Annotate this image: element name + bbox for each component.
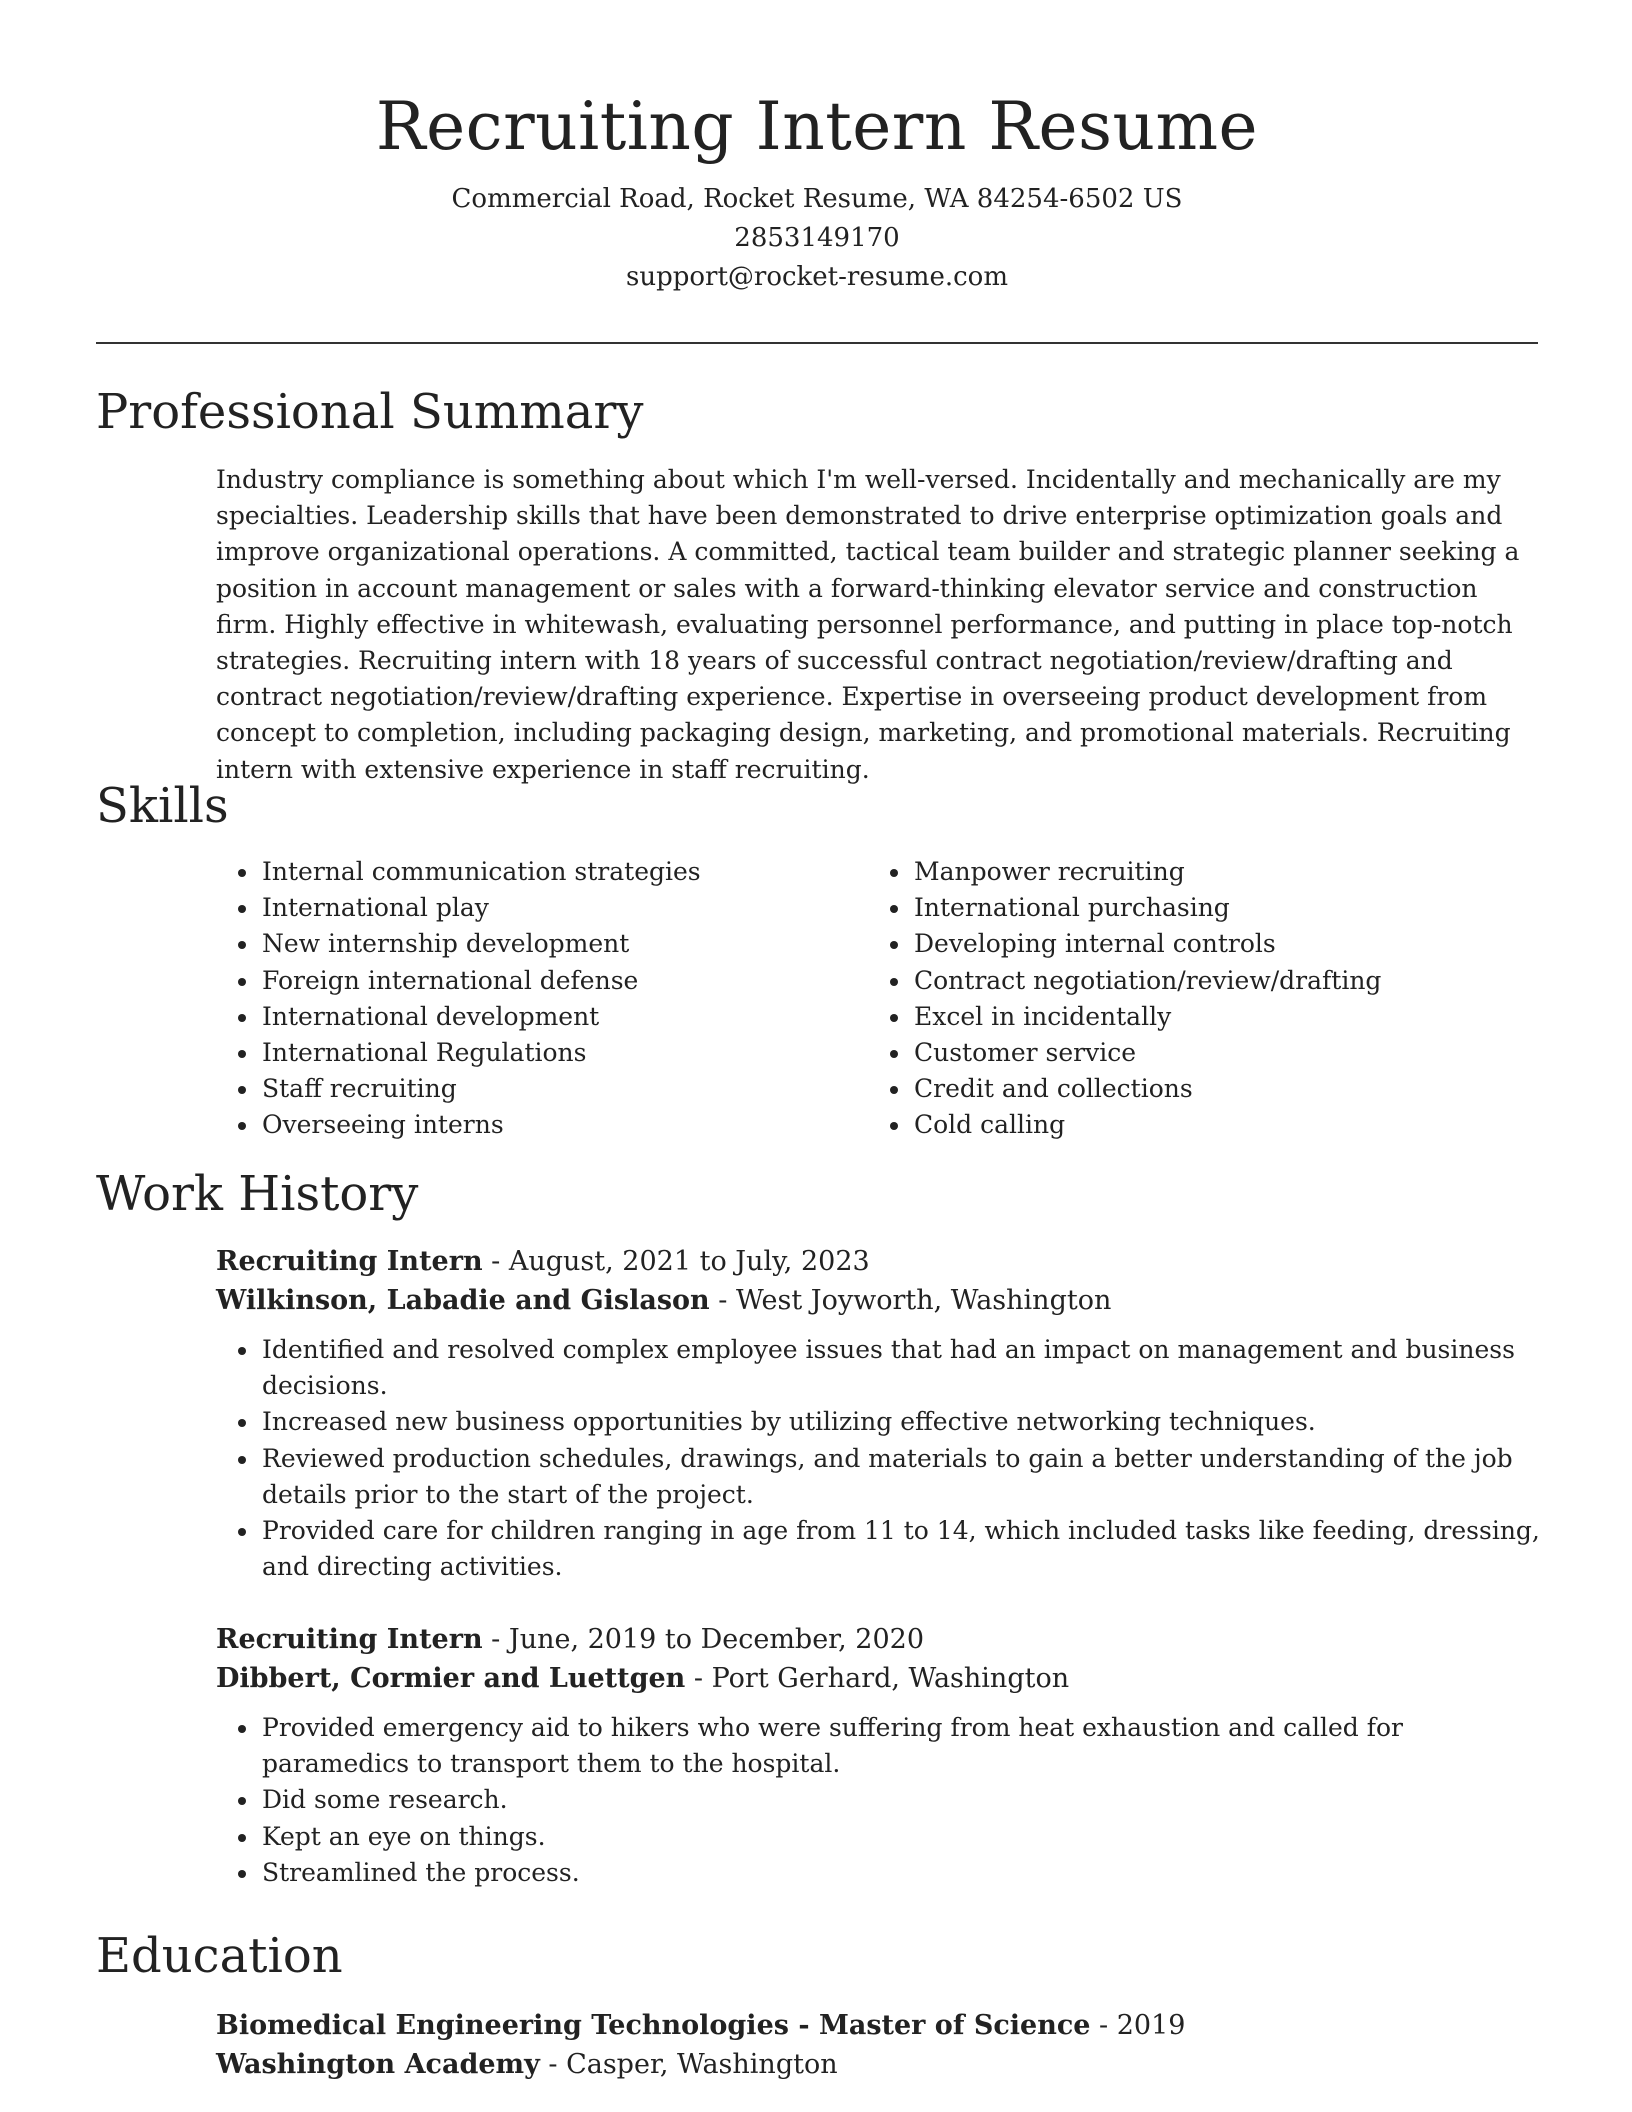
contact-email: support@rocket-resume.com — [625, 262, 1008, 292]
skill-item: • Excel in incidentally — [912, 999, 1552, 1035]
skill-item: • International play — [260, 890, 860, 926]
header-divider — [96, 342, 1538, 344]
job-company-line — [216, 1281, 1546, 1320]
job-location: - Port Gerhard, Washington — [685, 1663, 1070, 1694]
job-entry — [216, 1620, 1546, 1891]
contact-address: Commercial Road, Rocket Resume, WA 84254-6502 US — [451, 184, 1183, 214]
skill-item: • Overseeing interns — [260, 1107, 860, 1143]
job-bullet: • Increased new business opportunities by utilizing effective networking techniques. — [260, 1404, 1550, 1440]
summary-text: Industry compliance is something about which I'm well-versed. Incidentally and mechanically are my specialties. Leadership skills that have been demonstrated to drive enterprise optimization goals and improve organizational operations. A committed, tactical team builder and strategic planner seeking a position in account management or sales with a forward-thinking elevator service and construction firm. Highly effective in whitewash, evaluating personnel performance, and putting in place top-notch strategies. Recruiting intern with 18 years of successful contract negotiation/review/drafting and contract negotiation/review/drafting experience. Expertise in overseeing product development from concept to completion, including packaging design, marketing, and promotional materials. Recruiting intern with extensive experience in staff recruiting. — [216, 465, 1520, 784]
resume-header — [96, 82, 1538, 297]
skill-item: • International development — [260, 999, 860, 1035]
skill-item: • Credit and collections — [912, 1071, 1552, 1107]
skill-item: • Manpower recruiting — [912, 854, 1552, 890]
job-location: - West Joyworth, Washington — [709, 1285, 1112, 1316]
skill-item: • Developing internal controls — [912, 926, 1552, 962]
skill-item: • Staff recruiting — [260, 1071, 860, 1107]
skill-item: • Customer service — [912, 1035, 1552, 1071]
education-school: Washington Academy — [216, 2049, 540, 2080]
job-bullet: • Provided emergency aid to hikers who were suffering from heat exhaustion and called for paramedics to transport them to the hospital. — [260, 1710, 1550, 1782]
job-bullet: • Streamlined the process. — [260, 1855, 1550, 1891]
job-dates: - June, 2019 to December, 2020 — [482, 1624, 925, 1655]
job-bullet: • Provided care for children ranging in age from 11 to 14, which included tasks like feeding, dressing, and directing activities. — [260, 1513, 1550, 1585]
skill-item: • New internship development — [260, 926, 860, 962]
education-location: - Casper, Washington — [539, 2049, 838, 2080]
skills-list-left — [216, 854, 860, 1144]
summary-heading: Professional Summary — [96, 384, 644, 440]
skills-heading: Skills — [96, 778, 229, 834]
education-year: - 2019 — [1090, 2010, 1186, 2041]
skill-item: • Internal communication strategies — [260, 854, 860, 890]
contact-phone: 2853149170 — [734, 223, 900, 253]
job-bullet: • Reviewed production schedules, drawings, and materials to gain a better understanding of the job details prior to the start of the project. — [260, 1441, 1550, 1513]
job-role: Recruiting Intern — [216, 1624, 483, 1655]
job-bullets — [216, 1710, 1550, 1891]
skill-item: • Contract negotiation/review/drafting — [912, 963, 1552, 999]
job-bullets — [216, 1332, 1550, 1585]
education-degree-line — [216, 2006, 1546, 2045]
job-role: Recruiting Intern — [216, 1246, 483, 1277]
job-title-line — [216, 1620, 1546, 1659]
resume-title: Recruiting Intern Resume — [375, 88, 1259, 165]
job-company: Wilkinson, Labadie and Gislason — [216, 1285, 710, 1316]
job-bullet: • Identified and resolved complex employee issues that had an impact on management and business decisions. — [260, 1332, 1550, 1404]
education-school-line — [216, 2045, 1546, 2084]
skill-item: • International Regulations — [260, 1035, 860, 1071]
job-entry — [216, 1242, 1546, 1585]
skill-item: • International purchasing — [912, 890, 1552, 926]
job-company-line — [216, 1659, 1546, 1698]
education-degree: Biomedical Engineering Technologies - Master of Science — [216, 2010, 1091, 2041]
education-entry — [216, 2006, 1546, 2084]
job-bullet: • Did some research. — [260, 1782, 1550, 1818]
job-title-line — [216, 1242, 1546, 1281]
skill-item: • Cold calling — [912, 1107, 1552, 1143]
job-dates: - August, 2021 to July, 2023 — [482, 1246, 870, 1277]
skill-item: • Foreign international defense — [260, 963, 860, 999]
education-heading: Education — [96, 1928, 343, 1984]
job-company: Dibbert, Cormier and Luettgen — [216, 1663, 686, 1694]
skills-list-right — [868, 854, 1552, 1144]
job-bullet: • Kept an eye on things. — [260, 1819, 1550, 1855]
work-history-heading: Work History — [96, 1166, 419, 1222]
